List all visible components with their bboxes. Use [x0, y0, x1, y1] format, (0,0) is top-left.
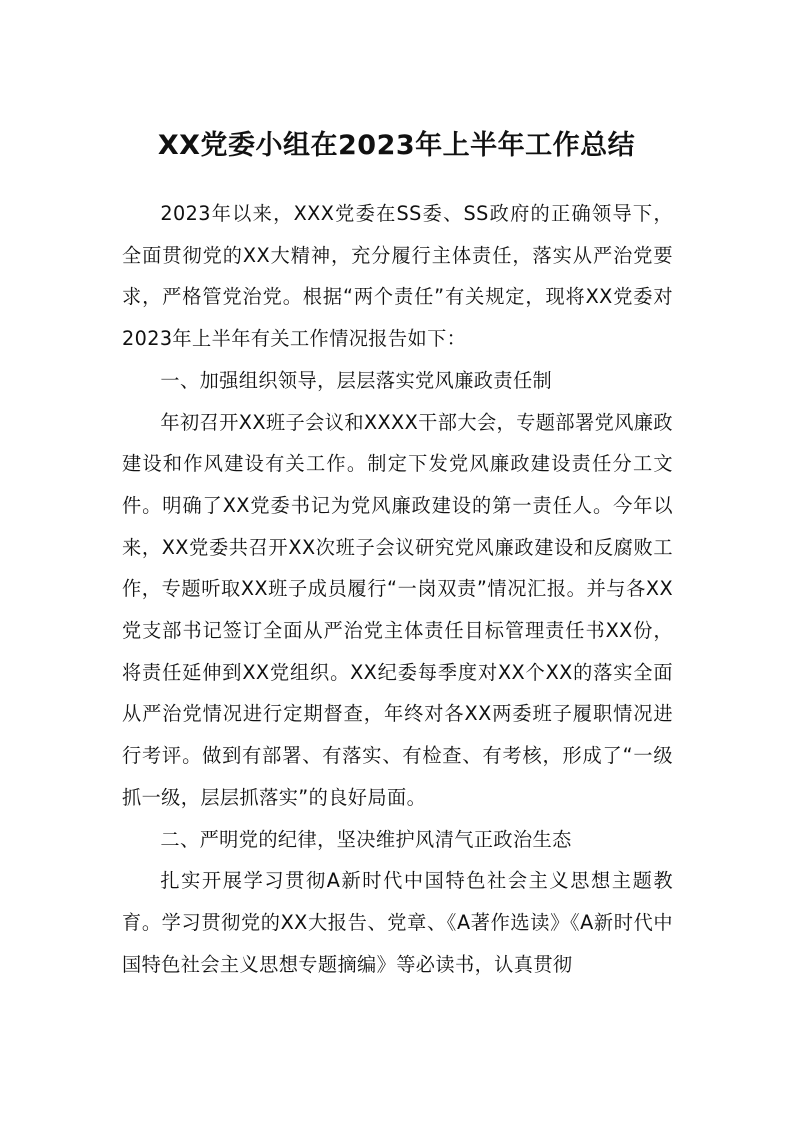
section-2-paragraph: 扎实开展学习贯彻A新时代中国特色社会主义思想主题教育。学习贯彻党的XX大报告、党章、《A著作选读》《A新时代中国特色社会主义思想专题摘编》等必读书，认真贯彻	[122, 869, 673, 976]
intro-paragraph: 2023年以来，XXX党委在SS委、SS政府的正确领导下，全面贯彻党的XX大精神，充分履行主体责任，落实从严治党要求，严格管党治党。根据“两个责任”有关规定，现将XX党委对2023年上半年有关工作情况报告如下：	[122, 202, 673, 351]
section-1-paragraph: 年初召开XX班子会议和XXXX干部大会，专题部署党风廉政建设和作风建设有关工作。制定下发党风廉政建设责任分工文件。明确了XX党委书记为党风廉政建设的第一责任人。今年以来，XX党委共召开XX次班子会议研究党风廉政建设和反腐败工作，专题听取XX班子成员履行“一岗双责”情况汇报。并与各XX党支部书记签订全面从严治党主体责任目标管理责任书XX份，将责任延伸到XX党组织。XX纪委每季度对XX个XX的落实全面从严治党情况进行定期督查，年终对各XX两委班子履职情况进行考评。做到有部署、有落实、有检查、有考核，形成了“一级抓一级，层层抓落实”的良好局面。	[122, 410, 673, 809]
document-title: XX党委小组在2023年上半年工作总结	[157, 130, 636, 161]
section-heading-1: 一、加强组织领导，层层落实党风廉政责任制	[160, 368, 553, 392]
section-heading-2: 二、严明党的纪律，坚决维护风清气正政治生态	[160, 827, 572, 851]
document-body	[122, 193, 673, 985]
